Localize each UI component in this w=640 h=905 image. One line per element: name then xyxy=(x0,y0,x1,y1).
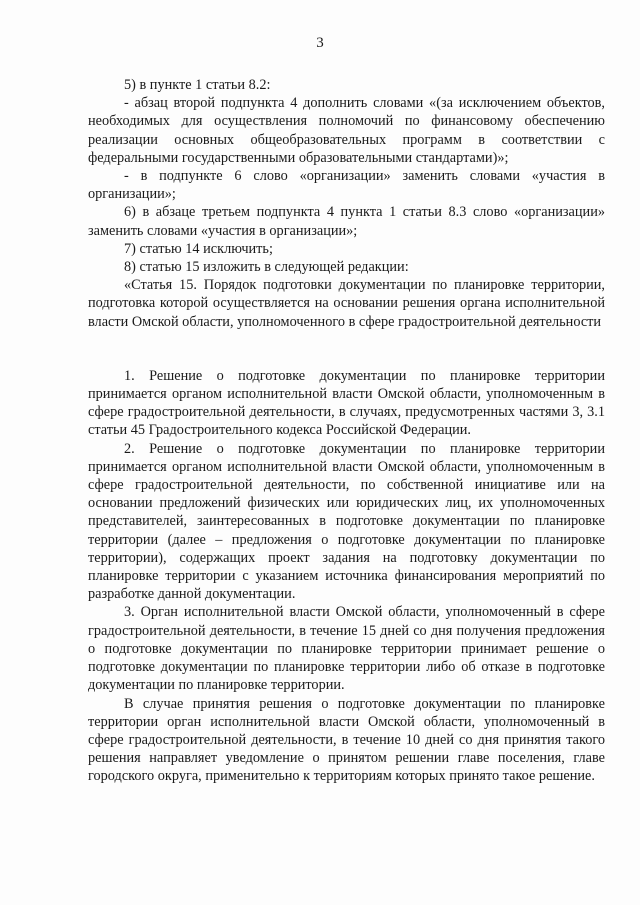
paragraph-subitem-6: - в подпункте 6 слово «организации» заменить словами «участия в организации»; xyxy=(88,168,605,203)
article-15-clause-3: 3. Орган исполнительной власти Омской области, уполномоченный в сфере градостроительной деятельности, в течение 15 дней со дня получения предложения о подготовке документации по планировке территории принимает решение о подготовке документации по планировке территории либо об отказе в подготовке документации по планировке территории. xyxy=(88,604,605,694)
article-15-heading: «Статья 15. Порядок подготовки документации по планировке территории, подготовка которой осуществляется на основании решения органа исполнительной власти Омской области, уполномоченного в сфере градостроительной деятельности xyxy=(88,277,605,330)
paragraph-item-8: 8) статью 15 изложить в следующей редакции: xyxy=(124,259,409,276)
paragraph-subitem-4: - абзац второй подпункта 4 дополнить словами «(за исключением объектов, необходимых для осуществления полномочий по финансовому обеспечению реализации основных общеобразовательных программ в соответствии с федеральными государственными образовательными стандартами)»; xyxy=(88,95,605,166)
paragraph-item-6: 6) в абзаце третьем подпункта 4 пункта 1 статьи 8.3 слово «организации» заменить словами «участия в организации»; xyxy=(88,204,605,239)
article-15-clause-1: 1. Решение о подготовке документации по планировке территории принимается органом исполнительной власти Омской области, уполномоченным в сфере градостроительной деятельности, в случаях, предусмотренных частями 3, 3.1 статьи 45 Градостроительного кодекса Российской Федерации. xyxy=(88,367,605,439)
paragraph-item-5: 5) в пункте 1 статьи 8.2: xyxy=(124,77,271,93)
page-number: 3 xyxy=(316,35,324,51)
document-body xyxy=(88,76,605,786)
spacer xyxy=(88,331,605,367)
paragraph-item-7: 7) статью 14 исключить; xyxy=(124,240,273,257)
article-15-clause-3-continuation: В случае принятия решения о подготовке документации по планировке территории орган исполнительной власти Омской области, уполномоченный в сфере градостроительной деятельности, в течение 10 дней со дня принятия такого решения направляет уведомление о принятом решении главе поселения, главе городского округа, применительно к территориям которых принято такое решение. xyxy=(88,695,605,785)
article-15-clause-2: 2. Решение о подготовке документации по планировке территории принимается органом исполнительной власти Омской области, уполномоченным в сфере градостроительной деятельности, по собственной инициативе или на основании предложений физических или юридических лиц, их уполномоченных представителей, заинтересованных в подготовке документации по планировке территории (далее – предложения о подготовке документации по планировке территории), содержащих проект задания на подготовку документации по планировке территории с указанием источника финансирования мероприятий по разработке данной документации. xyxy=(88,440,605,603)
